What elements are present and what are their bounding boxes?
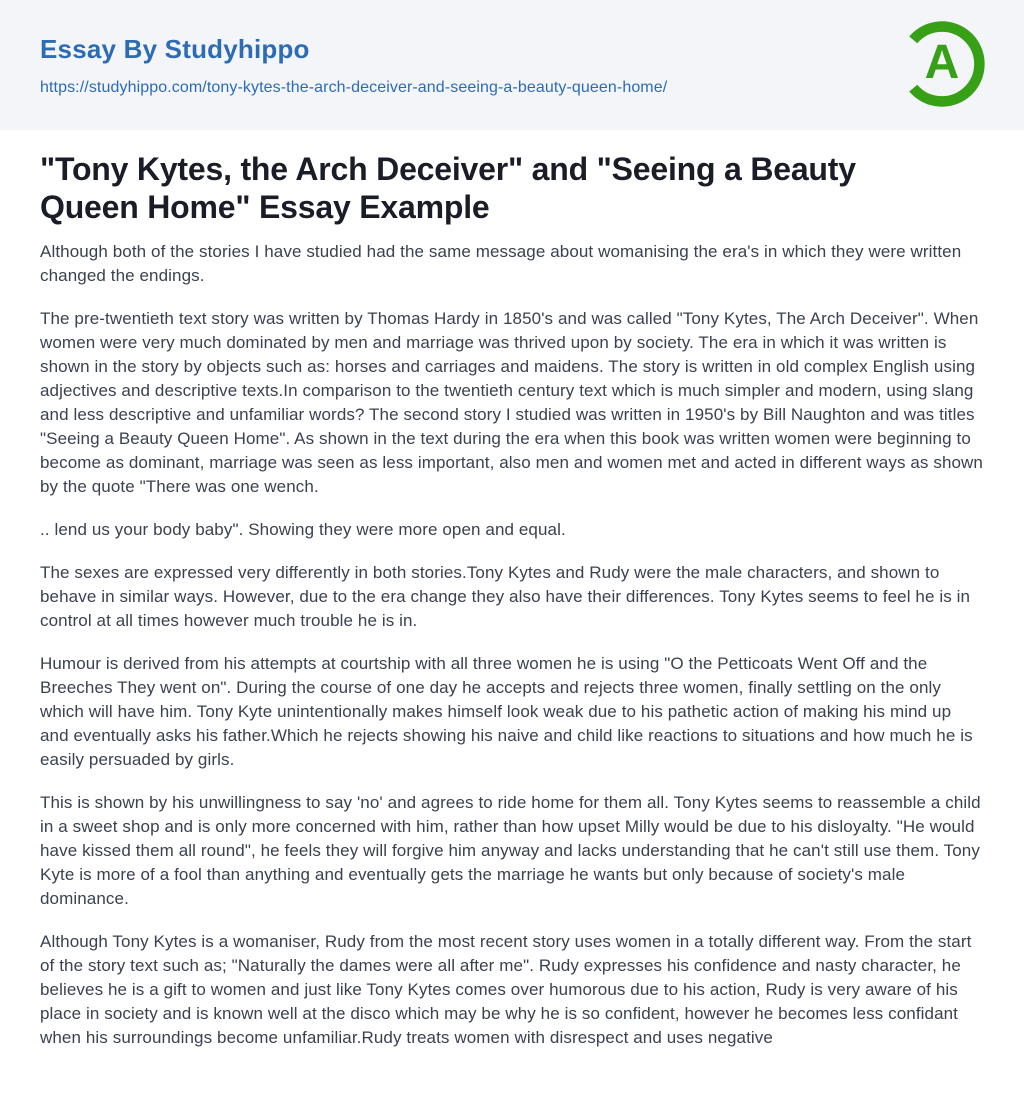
site-title: Essay By Studyhippo	[40, 34, 310, 64]
essay-paragraph: The pre-twentieth text story was written by Thomas Hardy in 1850's and was called "Tony Kytes, The Arch Deceiver". When women were very much dominated by men and marriage was thrived upon by society. The era in which it was written is shown in the story by objects such as: horses and carriages and maidens. The story is written in old complex English using adjectives and descriptive texts.In comparison to the twentieth century text which is much simpler and modern, using slang and less descriptive and unfamiliar words? The second story I studied was written in 1950's by Bill Naughton and was titles "Seeing a Beauty Queen Home". As shown in the text during the era when this book was written women were beginning to become as dominant, marriage was seen as less important, also men and women met and acted in different ways as shown by the quote "There was one wench.	[40, 309, 983, 496]
essay-title: "Tony Kytes, the Arch Deceiver" and "Seeing a Beauty Queen Home" Essay Example	[40, 151, 856, 225]
header	[0, 0, 1024, 130]
essay-paragraph: Although both of the stories I have studied had the same message about womanising the era's in which they were written changed the endings.	[40, 242, 962, 285]
essay-paragraph: The sexes are expressed very differently in both stories.Tony Kytes and Rudy were the male characters, and shown to behave in similar ways. However, due to the era change they also have their differences. Tony Kytes seems to feel he is in control at all times however much trouble he is in.	[40, 563, 971, 630]
page-url-link[interactable]: https://studyhippo.com/tony-kytes-the-arch-deceiver-and-seeing-a-beauty-queen-home/	[40, 79, 668, 97]
essay-content	[0, 130, 1024, 1109]
logo-letter: A	[924, 35, 960, 89]
essay-paragraph: Humour is derived from his attempts at courtship with all three women he is using "O the Petticoats Went Off and the Breeches They went on". During the course of one day he accepts and rejects three women, finally settling on the only which will have him. Tony Kyte unintentionally makes himself look weak due to his pathetic action of making his mind up and eventually asks his father.Which he rejects showing his naive and child like reactions to situations and how much he is easily persuaded by girls.	[40, 654, 973, 769]
essay-paragraph: This is shown by his unwillingness to say 'no' and agrees to ride home for them all. Tony Kytes seems to reassemble a child in a sweet shop and is only more concerned with him, rather than how upset Milly would be due to his disloyalty. "He would have kissed them all round", he feels they will forgive him anyway and lacks understanding that he can't still use them. Tony Kyte is more of a fool than anything and eventually gets the marriage he wants but only because of society's male dominance.	[40, 793, 981, 908]
essay-paragraph: .. lend us your body baby". Showing they were more open and equal.	[40, 520, 566, 539]
studyhippo-logo	[894, 16, 990, 112]
essay-paragraph: Although Tony Kytes is a womaniser, Rudy from the most recent story uses women in a totally different way. From the start of the story text such as; "Naturally the dames were all after me". Rudy expresses his confidence and nasty character, he believes he is a gift to women and just like Tony Kytes comes over humorous due to his action, Rudy is very aware of his place in society and is known well at the disco which may be why he is so confident, however he becomes less confidant when his surroundings become unfamiliar.Rudy treats women with disrespect and uses negative	[40, 932, 972, 1047]
